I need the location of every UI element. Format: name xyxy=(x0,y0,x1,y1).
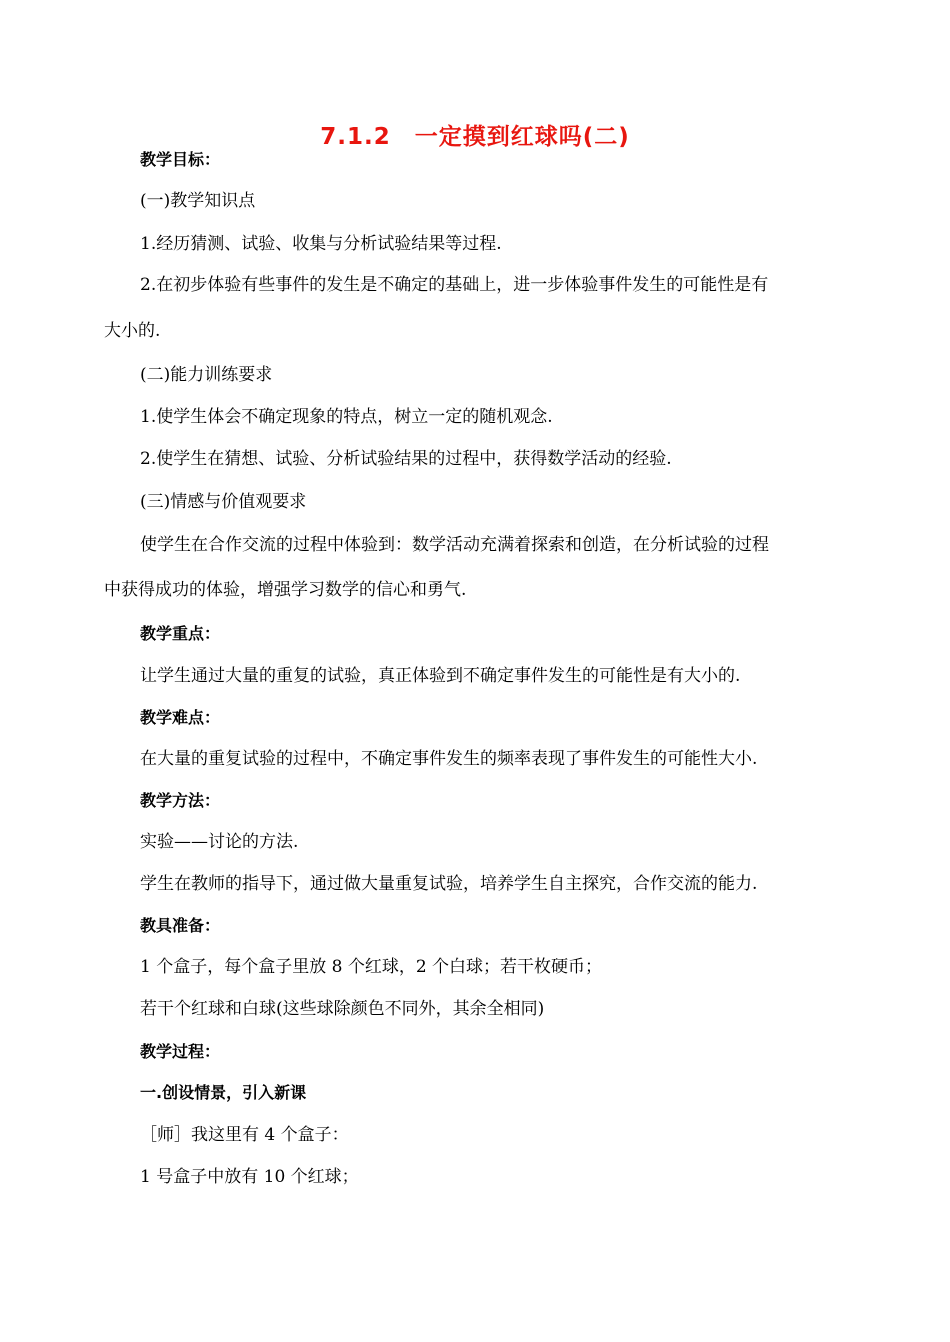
subheading-knowledge-points: (一)教学知识点 xyxy=(140,191,256,211)
heading-teaching-methods: 教学方法： xyxy=(140,791,221,810)
paragraph-line: 若干个红球和白球(这些球除颜色不同外，其余全相同) xyxy=(140,999,545,1019)
heading-teaching-aids: 教具准备： xyxy=(140,916,221,935)
subheading-ability-requirements: (二)能力训练要求 xyxy=(140,365,273,385)
paragraph-line: 1 号盒子中放有 10 个红球； xyxy=(140,1167,359,1187)
paragraph-line: 使学生在合作交流的过程中体验到：数学活动充满着探索和创造，在分析试验的过程 xyxy=(140,535,769,555)
paragraph-line: 2.在初步体验有些事件的发生是不确定的基础上，进一步体验事件发生的可能性是有 xyxy=(140,275,769,295)
subheading-emotion-values: (三)情感与价值观要求 xyxy=(140,492,307,512)
section-heading-introduction: 一.创设情景，引入新课 xyxy=(140,1083,307,1102)
paragraph-line: ［师］我这里有 4 个盒子： xyxy=(140,1125,349,1145)
paragraph-line: 在大量的重复试验的过程中，不确定事件发生的频率表现了事件发生的可能性大小. xyxy=(140,749,758,769)
paragraph-line: 1.经历猜测、试验、收集与分析试验结果等过程. xyxy=(140,234,502,254)
paragraph-continuation: 大小的. xyxy=(104,321,161,341)
paragraph-line: 1.使学生体会不确定现象的特点，树立一定的随机观念. xyxy=(140,407,553,427)
paragraph-line: 让学生通过大量的重复的试验，真正体验到不确定事件发生的可能性是有大小的. xyxy=(140,666,741,686)
paragraph-line: 2.使学生在猜想、试验、分析试验结果的过程中，获得数学活动的经验. xyxy=(140,449,672,469)
heading-key-points: 教学重点： xyxy=(140,624,221,643)
heading-difficulties: 教学难点： xyxy=(140,708,221,727)
document-title: 7.1.2 一定摸到红球吗(二) xyxy=(320,124,630,150)
heading-teaching-process: 教学过程： xyxy=(140,1042,221,1061)
paragraph-line: 1 个盒子，每个盒子里放 8 个红球，2 个白球；若干枚硬币； xyxy=(140,957,603,977)
heading-teaching-objectives: 教学目标： xyxy=(140,150,221,169)
paragraph-continuation: 中获得成功的体验，增强学习数学的信心和勇气. xyxy=(104,580,467,600)
paragraph-line: 学生在教师的指导下，通过做大量重复试验，培养学生自主探究，合作交流的能力. xyxy=(140,874,758,894)
paragraph-line: 实验——讨论的方法. xyxy=(140,832,299,852)
